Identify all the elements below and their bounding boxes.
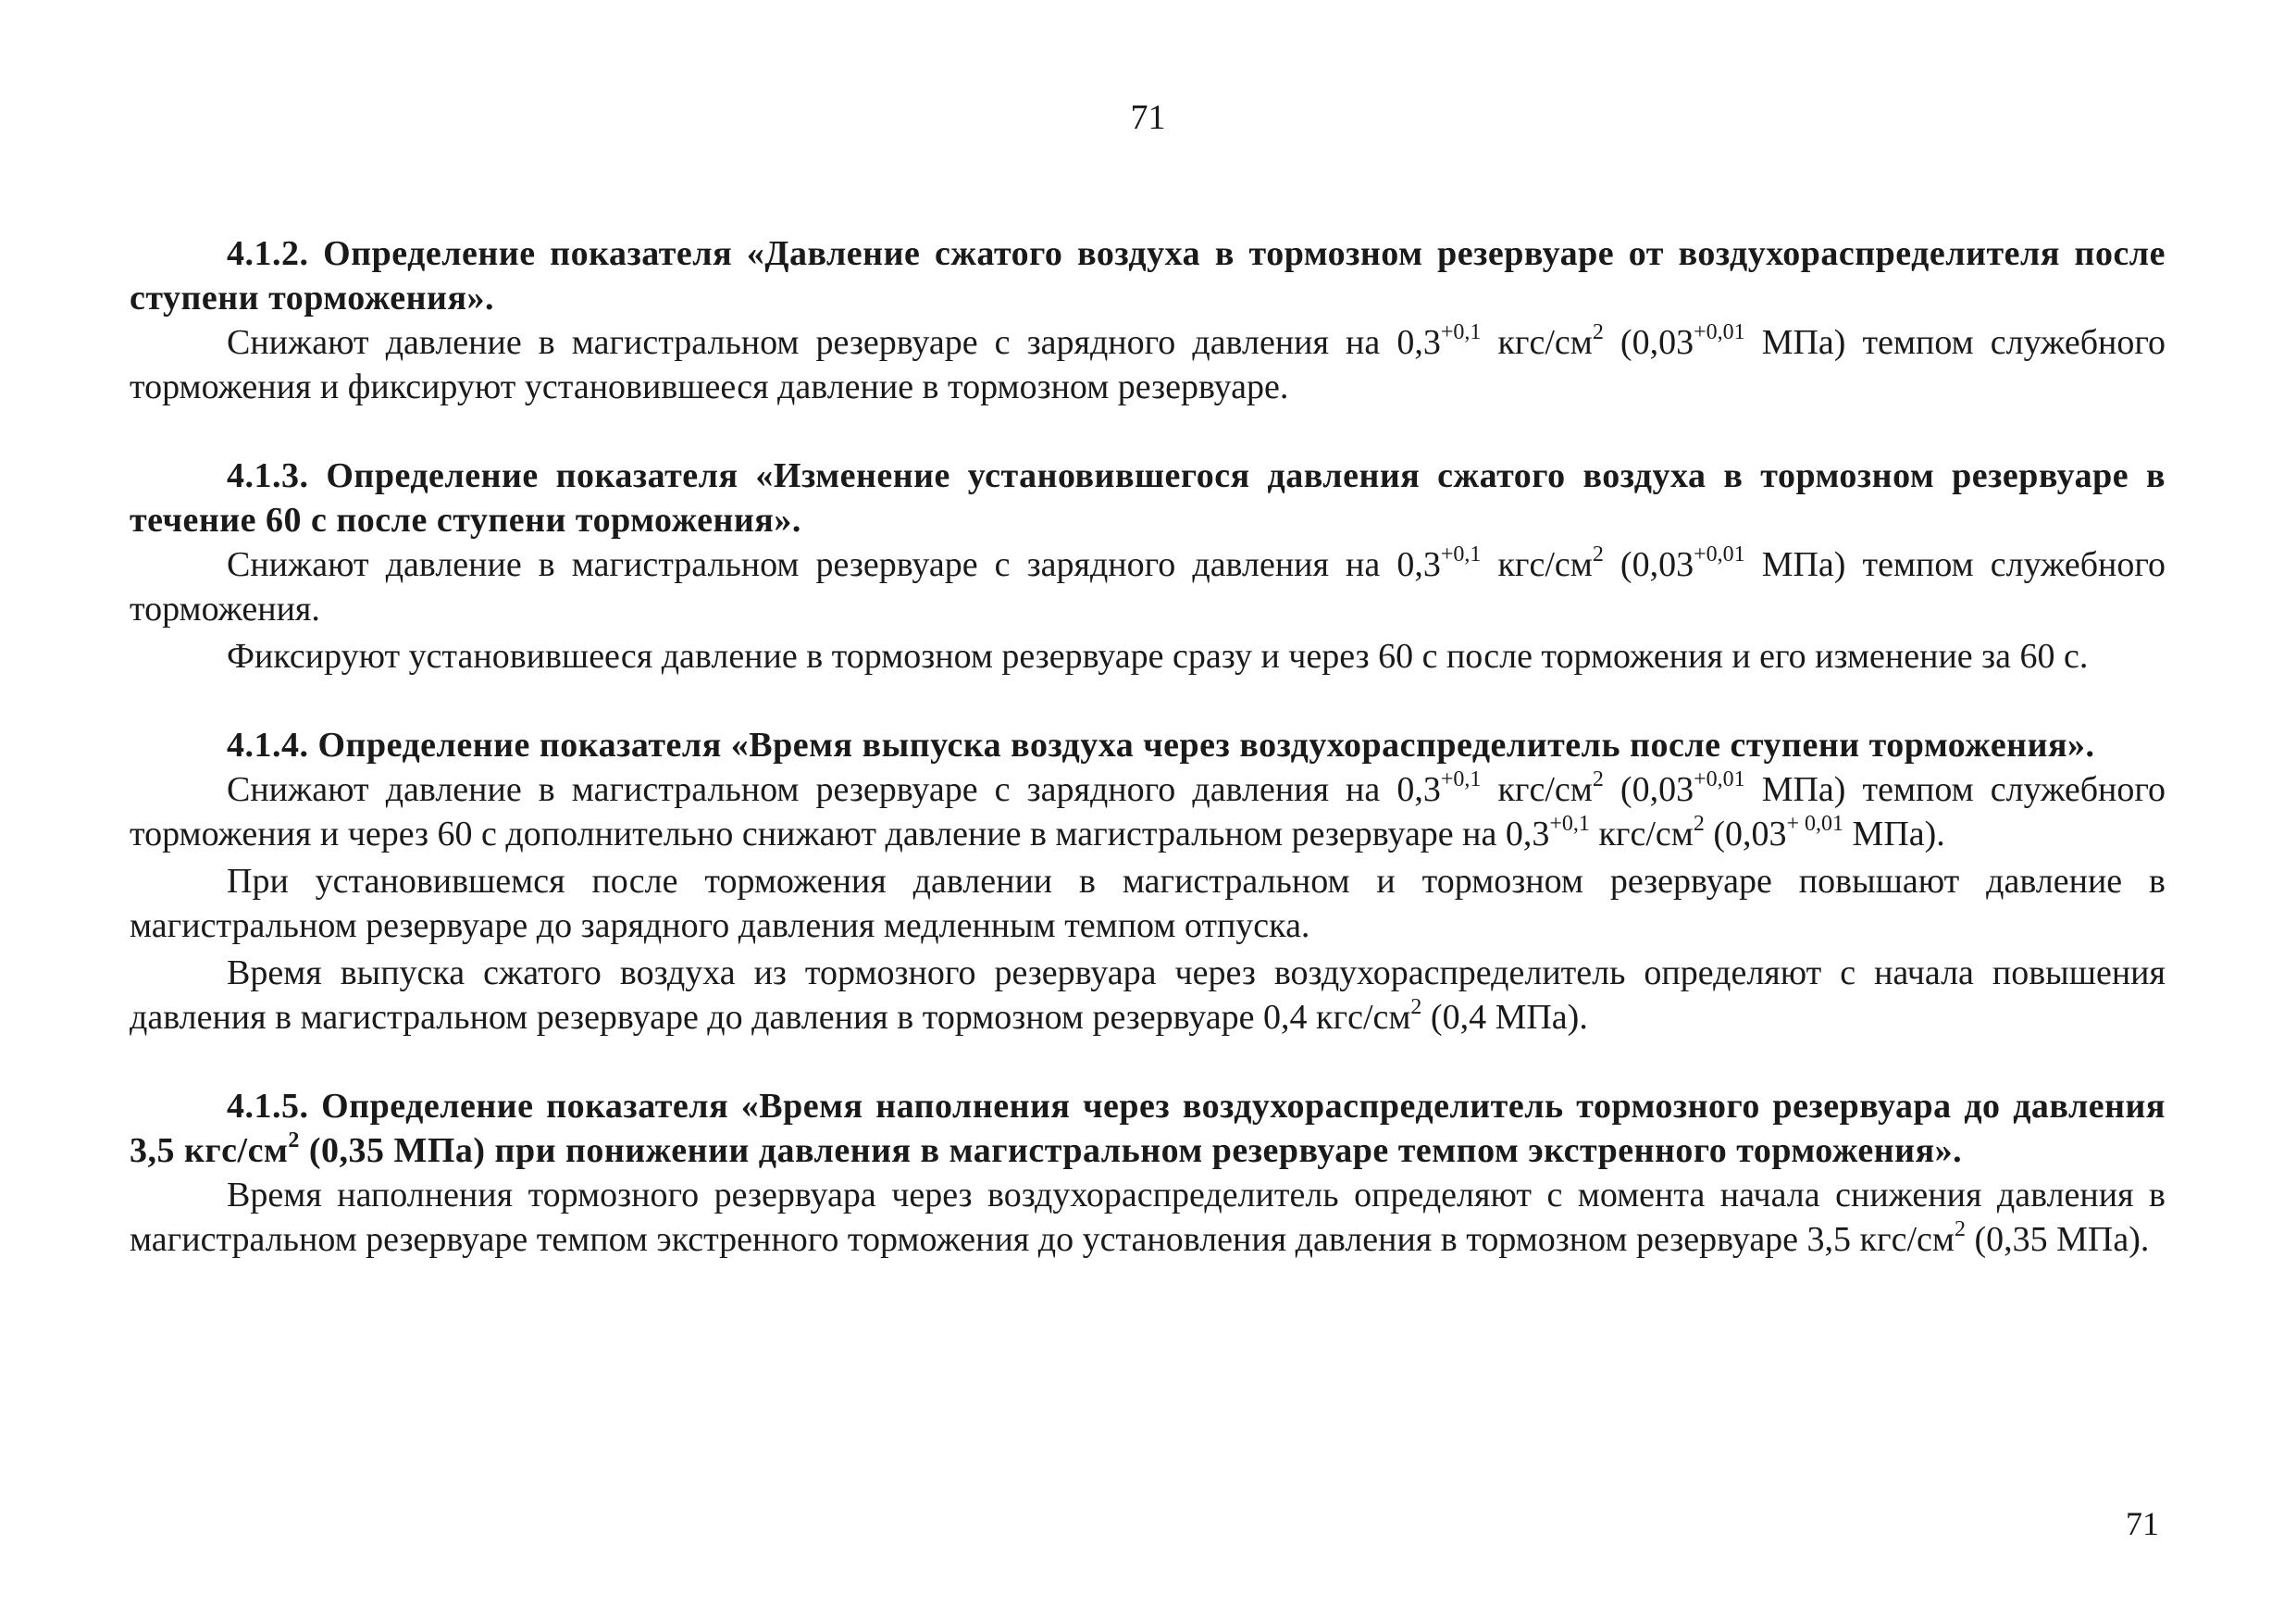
paragraph: Фиксируют установившееся давление в тормозном резервуаре сразу и через 60 с после торможения и его изменение за 60 с. bbox=[227, 637, 2089, 676]
page-number-bottom: 71 bbox=[2126, 1505, 2159, 1542]
section-heading: 4.1.3. Определение показателя «Изменение установившегося давления сжатого воздуха в тормозном резервуаре в течение 60 с после ступени торможения». bbox=[130, 456, 2166, 540]
section-heading: 4.1.2. Определение показателя «Давление сжатого воздуха в тормозном резервуаре от воздухораспределителя после ступени торможения». bbox=[130, 234, 2166, 318]
paragraph: Время наполнения тормозного резервуара через воздухораспределитель определяют с момента начала снижения давления в магистральном резервуаре темпом экстренного торможения до установления давления в тормозном резервуаре 3,5 кгс/$см^2$ (0,35 МПа). bbox=[130, 1176, 2166, 1259]
page-number-top: 71 bbox=[1130, 98, 1166, 137]
paragraph: Снижают давление в магистральном резервуаре с зарядного давления на $0,3^{+0,1}$ кгс/$см^2$ ($0,03^{+0,01}$ МПа) темпом служебного торможения и фиксируют установившееся давление в тормозном резервуаре. bbox=[130, 320, 2166, 406]
document-body bbox=[130, 231, 2166, 1306]
section-4-1-5 bbox=[130, 1084, 2166, 1262]
paragraph: Снижают давление в магистральном резервуаре с зарядного давления на $0,3^{+0,1}$ кгс/$см^2$ ($0,03^{+0,01}$ МПа) темпом служебного торможения. bbox=[130, 542, 2166, 629]
section-4-1-4 bbox=[130, 723, 2166, 1040]
section-heading: 4.1.4. Определение показателя «Время выпуска воздуха через воздухораспределитель после ступени торможения». bbox=[227, 726, 2095, 765]
paragraph: Время выпуска сжатого воздуха из тормозного резервуара через воздухораспределитель определяют с начала повышения давления в магистральном резервуаре до давления в тормозном резервуаре 0,4 кгс/$см^2$ (0,4 МПа). bbox=[130, 953, 2166, 1037]
paragraph: Снижают давление в магистральном резервуаре с зарядного давления на $0,3^{+0,1}$ кгс/$см^2$ ($0,03^{+0,01}$ МПа) темпом служебного торможения и через 60 с дополнительно снижают давление в магистральном резервуаре на $0,3^{+0,1}$ кгс/$см^2$ ($0,03^{+ 0,01}$ МПа). bbox=[130, 767, 2166, 853]
paragraph: При установившемся после торможения давлении в магистральном и тормозном резервуаре повышают давление в магистральном резервуаре до зарядного давления медленным темпом отпуска. bbox=[130, 862, 2166, 945]
section-4-1-3 bbox=[130, 454, 2166, 679]
section-heading: 4.1.5. Определение показателя «Время наполнения через воздухораспределитель тормозного резервуара до давления 3,5 кгс/$см^2$ (0,35 МПа) при понижении давления в магистральном резервуаре темпом экстренного торможения». bbox=[130, 1087, 2166, 1170]
section-4-1-2 bbox=[130, 231, 2166, 409]
